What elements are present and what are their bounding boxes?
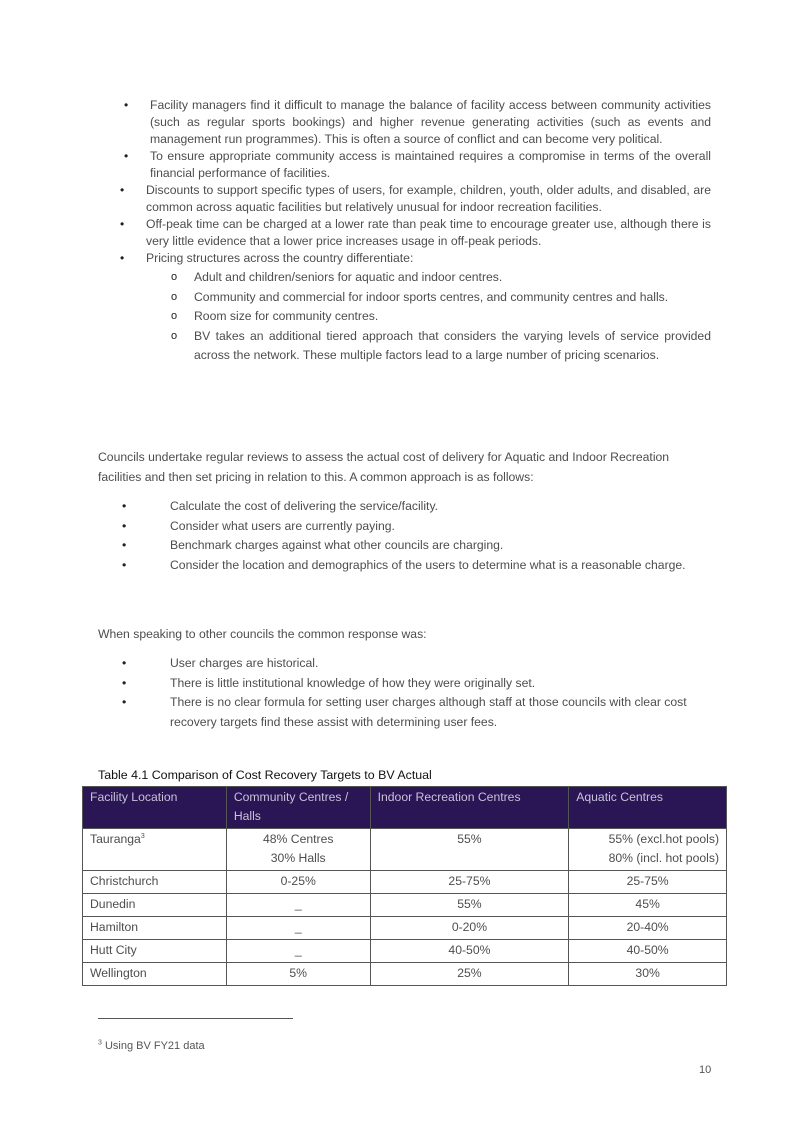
footnote-text: Using BV FY21 data: [101, 1040, 205, 1052]
aquatic-cell: 25-75%: [569, 871, 727, 894]
footnote-divider: [98, 1018, 293, 1019]
column-header: Community Centres / Halls: [226, 787, 370, 829]
location-cell: Hutt City: [83, 940, 227, 963]
aquatic-cell: 45%: [569, 894, 727, 917]
table-row: [83, 871, 727, 894]
list-item: • Consider what users are currently paying.: [120, 517, 705, 537]
list-item: • Consider the location and demographics of the users to determine what is a reasonable charge.: [120, 556, 705, 576]
list-item: • Discounts to support specific types of users, for example, children, youth, older adults, and disabled, are common across aquatic facilities but relatively unusual for indoor recreation facilities.: [118, 182, 711, 216]
community-cell: 48% Centres 30% Halls: [226, 829, 370, 871]
pricing-issues-list: [118, 97, 711, 366]
sub-list-item: o BV takes an additional tiered approach that considers the varying levels of service provided across the network. These multiple factors lead to a large number of pricing scenarios.: [146, 327, 711, 366]
table-header-row: [83, 787, 727, 829]
community-cell: _: [226, 894, 370, 917]
indoor-cell: 25%: [370, 963, 569, 986]
column-header: Indoor Recreation Centres: [370, 787, 569, 829]
sub-list-item: o Room size for community centres.: [146, 307, 711, 327]
location-cell: Wellington: [83, 963, 227, 986]
indoor-cell: 0-20%: [370, 917, 569, 940]
page-number: 10: [699, 1064, 712, 1076]
table-row: [83, 894, 727, 917]
list-item: [118, 250, 711, 366]
indoor-cell: 40-50%: [370, 940, 569, 963]
aquatic-cell: 40-50%: [569, 940, 727, 963]
footnote-ref: 3: [140, 832, 145, 840]
location-cell: Tauranga$^3$: [83, 829, 227, 871]
common-approach-list: [120, 497, 705, 575]
list-item: • User charges are historical.: [120, 654, 705, 674]
location-cell: Christchurch: [83, 871, 227, 894]
community-cell: 0-25%: [226, 871, 370, 894]
column-header: Facility Location: [83, 787, 227, 829]
council-response-paragraph: When speaking to other councils the common response was:: [98, 627, 427, 641]
table-row: [83, 917, 727, 940]
list-item: • Facility managers find it difficult to manage the balance of facility access between community activities (such as regular sports bookings) and higher revenue generating activities (such as events and management run programmes). This is often a source of conflict and can become very political.: [118, 97, 711, 148]
table-row: [83, 963, 727, 986]
cost-review-paragraph: Councils undertake regular reviews to assess the actual cost of delivery for Aquatic and Indoor Recreation facilities and then set pricing in relation to this. A common approach is as follows:: [98, 450, 670, 484]
aquatic-cell: 30%: [569, 963, 727, 986]
location-cell: Hamilton: [83, 917, 227, 940]
footnote: [98, 1040, 205, 1052]
table-caption: Table 4.1 Comparison of Cost Recovery Targets to BV Actual: [98, 768, 432, 782]
sub-list-item: o Adult and children/seniors for aquatic and indoor centres.: [146, 268, 711, 288]
aquatic-cell: 20-40%: [569, 917, 727, 940]
list-item: • To ensure appropriate community access is maintained requires a compromise in terms of the overall financial performance of facilities.: [118, 148, 711, 182]
list-item: • Benchmark charges against what other councils are charging.: [120, 536, 705, 556]
cost-recovery-table: [82, 786, 727, 986]
list-item: • Calculate the cost of delivering the service/facility.: [120, 497, 705, 517]
table-row: [83, 940, 727, 963]
council-response-list: [120, 654, 705, 732]
list-item-text: Pricing structures across the country differentiate:: [146, 251, 414, 265]
footnote-mark: 3: [98, 1039, 102, 1047]
indoor-cell: 25-75%: [370, 871, 569, 894]
table-row: [83, 829, 727, 871]
list-item: • There is no clear formula for setting user charges although staff at those councils with clear cost recovery targets find these assist with determining user fees.: [120, 693, 705, 732]
location-cell: Dunedin: [83, 894, 227, 917]
sub-list-item: o Community and commercial for indoor sports centres, and community centres and halls.: [146, 288, 711, 308]
column-header: Aquatic Centres: [569, 787, 727, 829]
community-cell: _: [226, 917, 370, 940]
indoor-cell: 55%: [370, 894, 569, 917]
list-item: • Off-peak time can be charged at a lower rate than peak time to encourage greater use, although there is very little evidence that a lower price increases usage in off-peak periods.: [118, 216, 711, 250]
pricing-structure-sublist: [146, 268, 711, 366]
indoor-cell: 55%: [370, 829, 569, 871]
community-cell: 5%: [226, 963, 370, 986]
list-item: • There is little institutional knowledge of how they were originally set.: [120, 674, 705, 694]
aquatic-cell: 55% (excl.hot pools) 80% (incl. hot pools): [569, 829, 727, 871]
community-cell: _: [226, 940, 370, 963]
